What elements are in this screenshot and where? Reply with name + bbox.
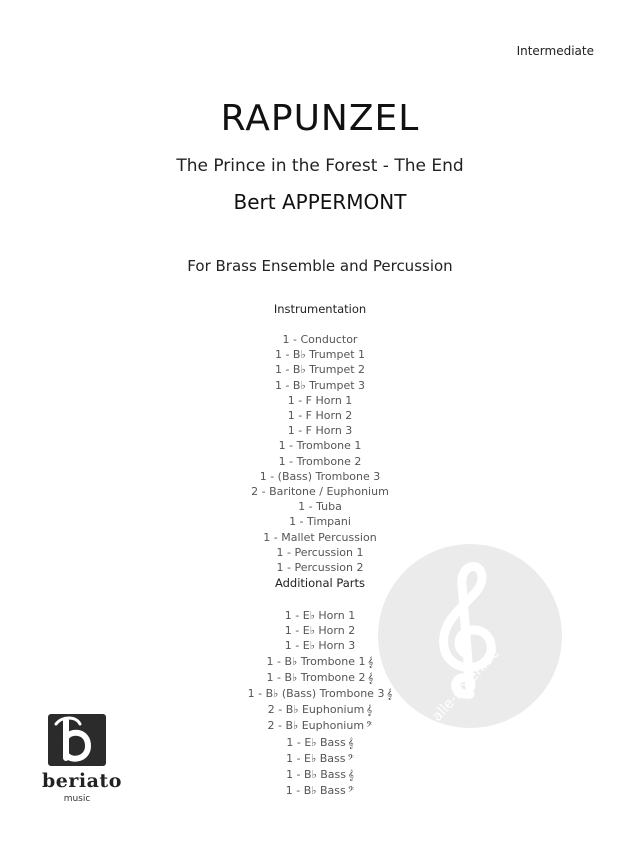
instrumentation-item: 1 - B♭ Trumpet 3 bbox=[274, 378, 366, 392]
instrumentation-heading: Instrumentation bbox=[273, 302, 367, 316]
additional-part-item bbox=[120, 767, 520, 783]
clef-icon: 𝄞 bbox=[367, 656, 374, 668]
clef-icon: 𝄞 bbox=[366, 705, 373, 717]
additional-part-label: 1 - E♭ Bass bbox=[286, 751, 346, 765]
instrumentation-item: 1 - (Bass) Trombone 3 bbox=[259, 469, 381, 483]
additional-parts-section bbox=[120, 576, 520, 799]
additional-part-label: 1 - B♭ Trombone 1 bbox=[266, 654, 366, 668]
instrumentation-item: 1 - B♭ Trumpet 2 bbox=[274, 363, 366, 377]
additional-part-item bbox=[120, 670, 520, 686]
additional-part-label: 1 - B♭ Bass bbox=[285, 784, 346, 798]
composer-name: Bert APPERMONT bbox=[233, 190, 407, 214]
instrumentation-item: 1 - Trombone 1 bbox=[278, 439, 362, 453]
clef-icon: 𝄞 bbox=[348, 770, 354, 782]
additional-part-item bbox=[120, 654, 520, 670]
publisher-name: beriato bbox=[42, 770, 122, 792]
instrumentation-item: 1 - F Horn 1 bbox=[287, 393, 353, 407]
instrumentation-item: 1 - Conductor bbox=[282, 333, 358, 346]
additional-parts-heading: Additional Parts bbox=[274, 576, 366, 590]
instrumentation-item: 2 - Baritone / Euphonium bbox=[251, 485, 389, 499]
clef-icon: 𝄞 bbox=[347, 737, 354, 749]
instrumentation-list bbox=[120, 332, 520, 575]
additional-part-label: 2 - B♭ Euphonium bbox=[267, 703, 365, 717]
instrumentation-section bbox=[120, 302, 520, 575]
additional-part-label: 1 - B♭ Bass bbox=[286, 768, 347, 782]
instrumentation-item: 1 - Timpani bbox=[289, 515, 351, 529]
publisher-logo bbox=[42, 714, 122, 812]
piece-title: RAPUNZEL bbox=[220, 98, 420, 139]
additional-part-item bbox=[120, 718, 520, 734]
additional-part-label: 1 - E♭ Horn 2 bbox=[284, 624, 356, 638]
instrumentation-item: 1 - Percussion 2 bbox=[276, 561, 364, 575]
logo-b-icon bbox=[42, 714, 112, 770]
clef-icon: 𝄞 bbox=[367, 672, 374, 684]
scoring-line: For Brass Ensemble and Percussion bbox=[187, 257, 453, 275]
additional-part-item bbox=[120, 608, 520, 623]
piece-subtitle: The Prince in the Forest - The End bbox=[176, 156, 464, 176]
watermark-text: alle-noten.de bbox=[429, 645, 503, 725]
additional-part-label: 1 - E♭ Horn 1 bbox=[284, 609, 356, 622]
instrumentation-item: 1 - Mallet Percussion bbox=[263, 530, 377, 544]
additional-parts-list bbox=[120, 608, 520, 799]
additional-part-item bbox=[120, 751, 520, 767]
additional-part-item bbox=[120, 783, 520, 799]
publisher-subtitle: music bbox=[63, 794, 91, 804]
additional-part-item bbox=[120, 623, 520, 638]
clef-icon: 𝄢 bbox=[347, 786, 355, 798]
clef-icon: 𝄢 bbox=[366, 721, 373, 733]
clef-icon: 𝄢 bbox=[347, 753, 354, 765]
additional-part-label: 1 - E♭ Horn 3 bbox=[284, 639, 356, 653]
additional-part-label: 2 - B♭ Euphonium bbox=[267, 719, 365, 733]
additional-part-label: 1 - B♭ Trombone 2 bbox=[266, 670, 366, 684]
additional-part-label: 1 - B♭ (Bass) Trombone 3 bbox=[247, 687, 385, 701]
instrumentation-item: 1 - B♭ Trumpet 1 bbox=[274, 348, 366, 362]
additional-part-item bbox=[120, 638, 520, 653]
instrumentation-item: 1 - Tuba bbox=[298, 500, 342, 514]
additional-part-item bbox=[120, 686, 520, 702]
instrumentation-item: 1 - Trombone 2 bbox=[278, 454, 362, 468]
additional-part-label: 1 - E♭ Bass bbox=[286, 735, 346, 749]
additional-part-item bbox=[120, 735, 520, 751]
instrumentation-item: 1 - Percussion 1 bbox=[276, 545, 364, 559]
instrumentation-item: 1 - F Horn 3 bbox=[287, 424, 353, 438]
additional-part-item bbox=[120, 702, 520, 718]
clef-icon: 𝄞 bbox=[386, 689, 393, 701]
instrumentation-item: 1 - F Horn 2 bbox=[287, 409, 353, 423]
difficulty-level: Intermediate bbox=[516, 44, 594, 58]
